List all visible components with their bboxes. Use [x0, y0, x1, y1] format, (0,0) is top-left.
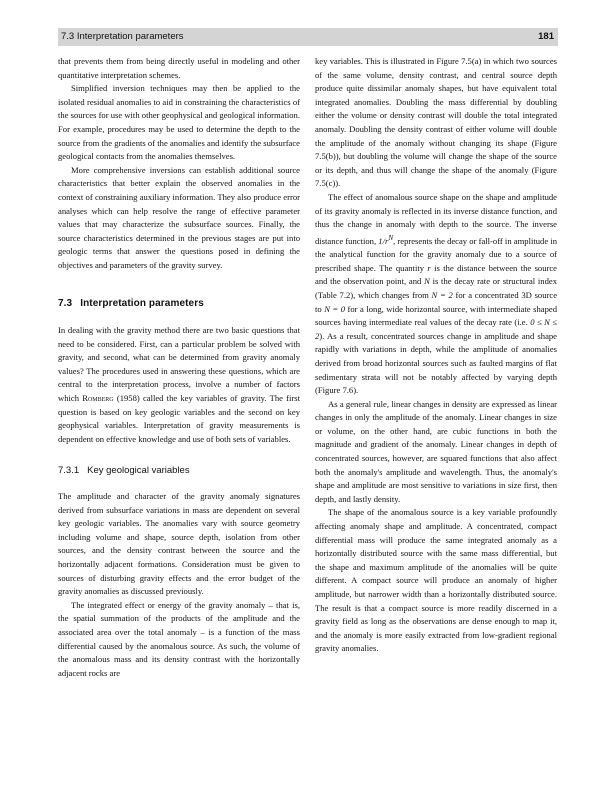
section-heading [58, 297, 300, 311]
paragraph: More comprehensive inversions can establish additional source characteristics that better explain the observed anomalies in the context of constraining auxiliary information. They also produce error analyses which can help resolve the range of effective parameter values that may characterize the subsurface sources. Finally, the source characteristics determined in the previous stages are put into geologic terms that answer the questions posed in defining the objectives and parameters of the gravity survey. [58, 164, 300, 270]
inline-math: N = 2 [431, 289, 453, 300]
right-column [315, 55, 557, 656]
running-header [58, 28, 558, 46]
paragraph: The shape of the anomalous source is a key variable profoundly affecting anomaly shape and amplitude. A concentrated, compact differential mass will produce the same integrated anomaly as a horizontally distributed source with the same mass differential, but the shape and maximum amplitude of the anomalies will be quite different. A compact source will produce an anomaly of higher amplitude, but narrower width than a horizontally distributed source. The result is that a compact source is more readily discerned in a gravity field as long as the observations are dense enough to map it, and the anomaly is more easily extracted from low-gradient regional gravity anomalies. [315, 507, 557, 654]
paragraph: The effect of anomalous source shape on the shape and amplitude of its gravity anomaly is reflected in its inverse distance function, and thus the change in anomaly with depth to the source. The inverse distance function, $1/r^N$, represents the decay or fall-off in amplitude in the analytical function for the gravity anomaly due to a source of prescribed shape. The quantity r is the distance between the source and the observation point, and N is the decay rate or structural index (Table 7.2), which changes from N = 2 for a concentrated 3D source to N = 0 for a long, wide horizontal source, with intermediate shaped sources having intermediate real values of the decay rate (i.e. 0 ≤ N ≤ 2). As a result, concentrated sources change in amplitude and shape rapidly with variations in depth, while the amplitude of anomalies derived from broad horizontal sources such as faulted margins of flat sedimentary strata will not be notably affected by varying depth (Figure 7.6). [315, 191, 558, 396]
paragraph: that prevents them from being directly useful in modeling and other quantitative interpretation schemes. [58, 56, 300, 80]
section-number: 7.3 [58, 297, 73, 309]
subsection-title: Key geological variables [87, 465, 190, 477]
paragraph: As a general rule, linear changes in density are expressed as linear changes in only the amplitude of the anomaly. Linear changes in size or volume, on the other hand, are cubic functions in both the magnitude and gradient of the anomaly. Linear changes in depth of concentrated sources, however, are squared functions that also affect both the anomaly's amplitude and wavelength. Thus, the anomaly's shape and amplitude are most sensitive to variations in size first, then depth, and lastly density. [315, 398, 557, 504]
running-title: 7.3 Interpretation parameters [61, 31, 184, 42]
paragraph: In dealing with the gravity method there are two basic questions that need to be considered. First, can a particular problem be solved with gravity, and second, what can be determined from gravity anomaly values? The procedures used in answering these questions, which are central to the interpretation process, involve a number of factors which Romberg (1958) called the key variables of gravity. The first question is based on key geologic variables and the second on key geophysical variables. Interpretation of gravity measurements is dependent on effective knowledge and use of both sets of variables. [58, 325, 300, 444]
subsection-heading [58, 464, 300, 478]
paragraph: The amplitude and character of the gravity anomaly signatures derived from subsurface variations in mass are dependent on several key geologic variables. The anomalies vary with source geometry including volume and shape, source depth, isolation from other sources, and the density contrast between the source and the horizontally adjacent formations. Consideration must be given to sources of disturbing gravity effects and the error budget of the gravity anomalies as discussed previously. [58, 491, 300, 597]
paragraph: The integrated effect or energy of the gravity anomaly – that is, the spatial summation of the products of the amplitude and the associated area over the total anomaly – is a function of the mass differential caused by the anomalous source. As such, the volume of the anomalous mass and its density contrast with the horizontally adjacent rocks are [58, 599, 300, 678]
page-number: 181 [538, 31, 554, 42]
left-column [58, 55, 300, 680]
paragraph: Simplified inversion techniques may then be applied to the isolated residual anomalies to aid in constraining the characteristics of the sources for use with other geophysical and geological information. For example, procedures may be used to determine the depth to the source from the gradients of the anomalies and identify the subsurface geological contacts from the anomalies themselves. [58, 83, 300, 162]
subsection-number: 7.3.1 [58, 465, 80, 477]
inline-math: $1/r^N$ [378, 233, 394, 246]
section-title: Interpretation parameters [80, 297, 204, 309]
inline-math: 0 ≤ N ≤ 2 [315, 317, 557, 341]
inline-math: N [424, 276, 430, 287]
paragraph: key variables. This is illustrated in Figure 7.5(a) in which two sources of the same volume, density contrast, and central source depth produce quite dissimilar anomaly shapes, but have equivalent total integrated anomalies. Doubling the mass differential by doubling either the volume or density contrast will double the total integrated anomaly. Doubling the density contrast of either volume will double the amplitude of the anomaly without changing its shape (Figure 7.5(b)), but doubling the volume will change the shape of the source or its depth, and thus will change the shape of the anomaly (Figure 7.5(c)). [315, 56, 557, 189]
inline-math: r [427, 262, 431, 273]
inline-math: N = 0 [324, 303, 346, 314]
author-name: Romberg [82, 393, 114, 404]
